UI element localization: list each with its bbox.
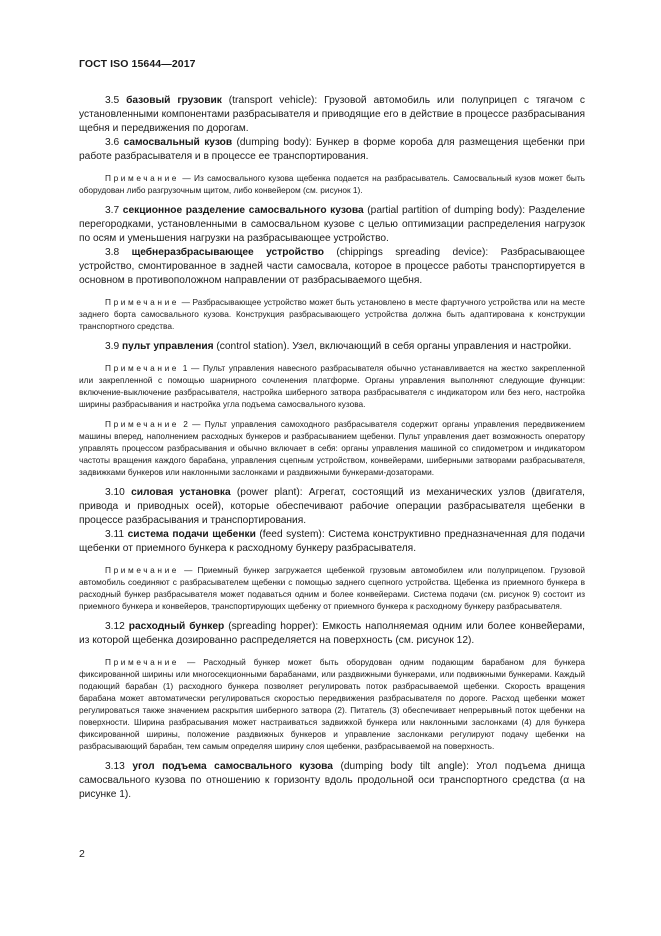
term: секционное разделение самосвального кузова <box>122 205 364 216</box>
term: пульт управления <box>122 341 214 352</box>
note-label: Примечание <box>105 657 180 667</box>
note-3-12 <box>79 656 585 752</box>
clause-number: 3.6 <box>105 137 120 148</box>
clause-number: 3.7 <box>105 205 120 216</box>
note-3-9-2 <box>79 418 585 478</box>
clause-number: 3.10 <box>105 487 125 498</box>
definition-3-5 <box>79 94 585 136</box>
note-label: Примечание <box>105 419 180 429</box>
note-number: 1 <box>182 363 188 373</box>
note-number: 2 <box>183 419 188 429</box>
clause-number: 3.8 <box>105 247 120 258</box>
term: расходный бункер <box>128 621 225 632</box>
note-3-6 <box>79 172 585 196</box>
definition-text: (power plant): Агрегат, состоящий из механических узлов (двигателя, привода и приводных осей), которые обеспечивают рабочие операции разбрасывателя щебенки в процессе разбрасывания и транспортирования. <box>79 487 585 526</box>
definition-text: (chippings spreading device): Разбрасывающее устройство, смонтированное в задней части самосвала, которое в процессе работы транспортируется в основном в противоположном направлении от разбрасываемого щебня. <box>79 247 585 286</box>
clause-number: 3.9 <box>105 341 120 352</box>
note-label: Примечание <box>105 363 180 373</box>
note-text: — Пульт управления самоходного разбрасывателя содержит органы управления передвижением машины вперед, наполнением расходных бункеров и разбрасыванием щебенки. Пульт управления дает возможность оператору управлять процессом разбрасывания и обычно включает в себя: органы управления машиной со спидометром и индикатором частоты вращения каждого барабана, управления сцепным устройством, конвейерами, шиберными затворами разбрасывателя, задвижками бункеров или наклонными заслонками и раздвижными бункерами-дозаторами. <box>79 419 585 477</box>
definition-text: (control station). Узел, включающий в себя органы управления и настройки. <box>213 341 572 352</box>
note-text: — Приемный бункер загружается щебенкой грузовым автомобилем или полуприцепом. Грузовой автомобиль соединяют с разбрасывателем щебенки с помощью заднего сцепного устройства. Щебенка из приемного бункера в расходный бункер разбрасывателя может подаваться одним и более конвейерами. Система подачи (см. рисунок 9) состоит из приемного бункера и конвейеров, транспортирующих щебенку от приемного бункера к расходному бункеру разбрасывателя. <box>79 565 585 611</box>
clause-number: 3.5 <box>105 95 120 106</box>
note-3-8 <box>79 296 585 332</box>
term: базовый грузовик <box>126 95 222 106</box>
term: щебнеразбрасывающее устройство <box>131 247 324 258</box>
term: угол подъема самосвального кузова <box>132 761 333 772</box>
note-text: — Расходный бункер может быть оборудован одним подающим барабаном для бункера фиксированной ширины или многосекционными барабанами, или раздвижными бункерами, или подвижными бункерами. Каждый подающий барабан (1) расходного бункера позволяет регулировать поток разбрасываемой щебенки. Скорость вращения барабана может автоматически регулироваться скоростью передвижения разбрасывателя по дороге. Расход щебенки может регулироваться также значением раскрытия шиберного затвора (2). Питатель (3) обеспечивает непрерывный поток щебенки на поверхности. Ширина разбрасывания может настраиваться задвижкой бункера или наклонными заслонками (4) для бункера фиксированной ширины, положение раздвижных бункеров и управление заслонками регулируют подачу щебенки на разбрасывающий барабан, тем самым определяя ширину слоя щебенки, разбрасываемой на поверхность. <box>79 657 585 751</box>
definition-text: (transport vehicle): Грузовой автомобиль или полуприцеп с тягачом с установленными компонентами разбрасывателя и приводящие его в действие в процессе разбрасывания щебня и передвижения по дорогам. <box>79 95 585 134</box>
definition-3-13 <box>79 760 585 802</box>
definition-text: (spreading hopper): Емкость наполняемая одним или более конвейерами, из которой щебенка дозированно распределяется на поверхность (см. рисунок 12). <box>79 621 585 646</box>
standard-title: ГОСТ ISO 15644—2017 <box>79 58 196 70</box>
clause-number: 3.13 <box>105 761 125 772</box>
definition-3-11 <box>79 528 585 556</box>
definition-text: (dumping body tilt angle): Угол подъема днища самосвального кузова по отношению к горизонту вдоль продольной оси транспортного средства (α на рисунке 1). <box>79 761 585 800</box>
term: самосвальный кузов <box>123 137 233 148</box>
clause-number: 3.11 <box>105 529 125 540</box>
page-number: 2 <box>79 848 85 860</box>
clause-number: 3.12 <box>105 621 125 632</box>
note-3-11 <box>79 564 585 612</box>
note-label: Примечание <box>105 173 180 183</box>
definition-text: (feed system): Система конструктивно предназначенная для подачи щебенки от приемного бункера к расходному бункеру разбрасывателя. <box>79 529 585 554</box>
note-label: Примечание <box>105 297 180 307</box>
note-3-9-1 <box>79 362 585 410</box>
definition-3-9 <box>79 340 585 354</box>
definition-3-10 <box>79 486 585 528</box>
definition-3-8 <box>79 246 585 288</box>
note-label: Примечание <box>105 565 180 575</box>
document-body <box>79 94 585 802</box>
note-text: — Разбрасывающее устройство может быть установлено в месте фартучного устройства или на месте заднего борта самосвального кузова. Конструкция разбрасывающего устройства должна быть адаптирована к конструкции транспортного средства. <box>79 297 585 331</box>
definition-3-12 <box>79 620 585 648</box>
note-text: — Пульт управления навесного разбрасывателя обычно устанавливается на жестко закрепленной или закрепленной с помощью шарнирного сочленения платформе. Органы управления выполняют следующие функции: включение-выключение разбрасывателя, настройка шиберного затвора разбрасывателя с индикатором или без него, настройка ширины разбрасывания и настройка угла подъема самосвального кузова. <box>79 363 585 409</box>
definition-text: (dumping body): Бункер в форме короба для размещения щебенки при работе разбрасывателя и в процессе ее транспортирования. <box>79 137 585 162</box>
term: силовая установка <box>131 487 231 498</box>
note-text: — Из самосвального кузова щебенка подается на разбрасыватель. Самосвальный кузов может быть оборудован либо разгрузочным щитом, либо конвейером (см. рисунок 1). <box>79 173 585 195</box>
definition-3-7 <box>79 204 585 246</box>
term: система подачи щебенки <box>127 529 256 540</box>
definition-text: (partial partition of dumping body): Разделение перегородками, установленными в самосвальном кузове с целью оптимизации распределения нагрузок по осям и уменьшения нагрузки на разбрасывающее устройство. <box>79 205 585 244</box>
definition-3-6 <box>79 136 585 164</box>
